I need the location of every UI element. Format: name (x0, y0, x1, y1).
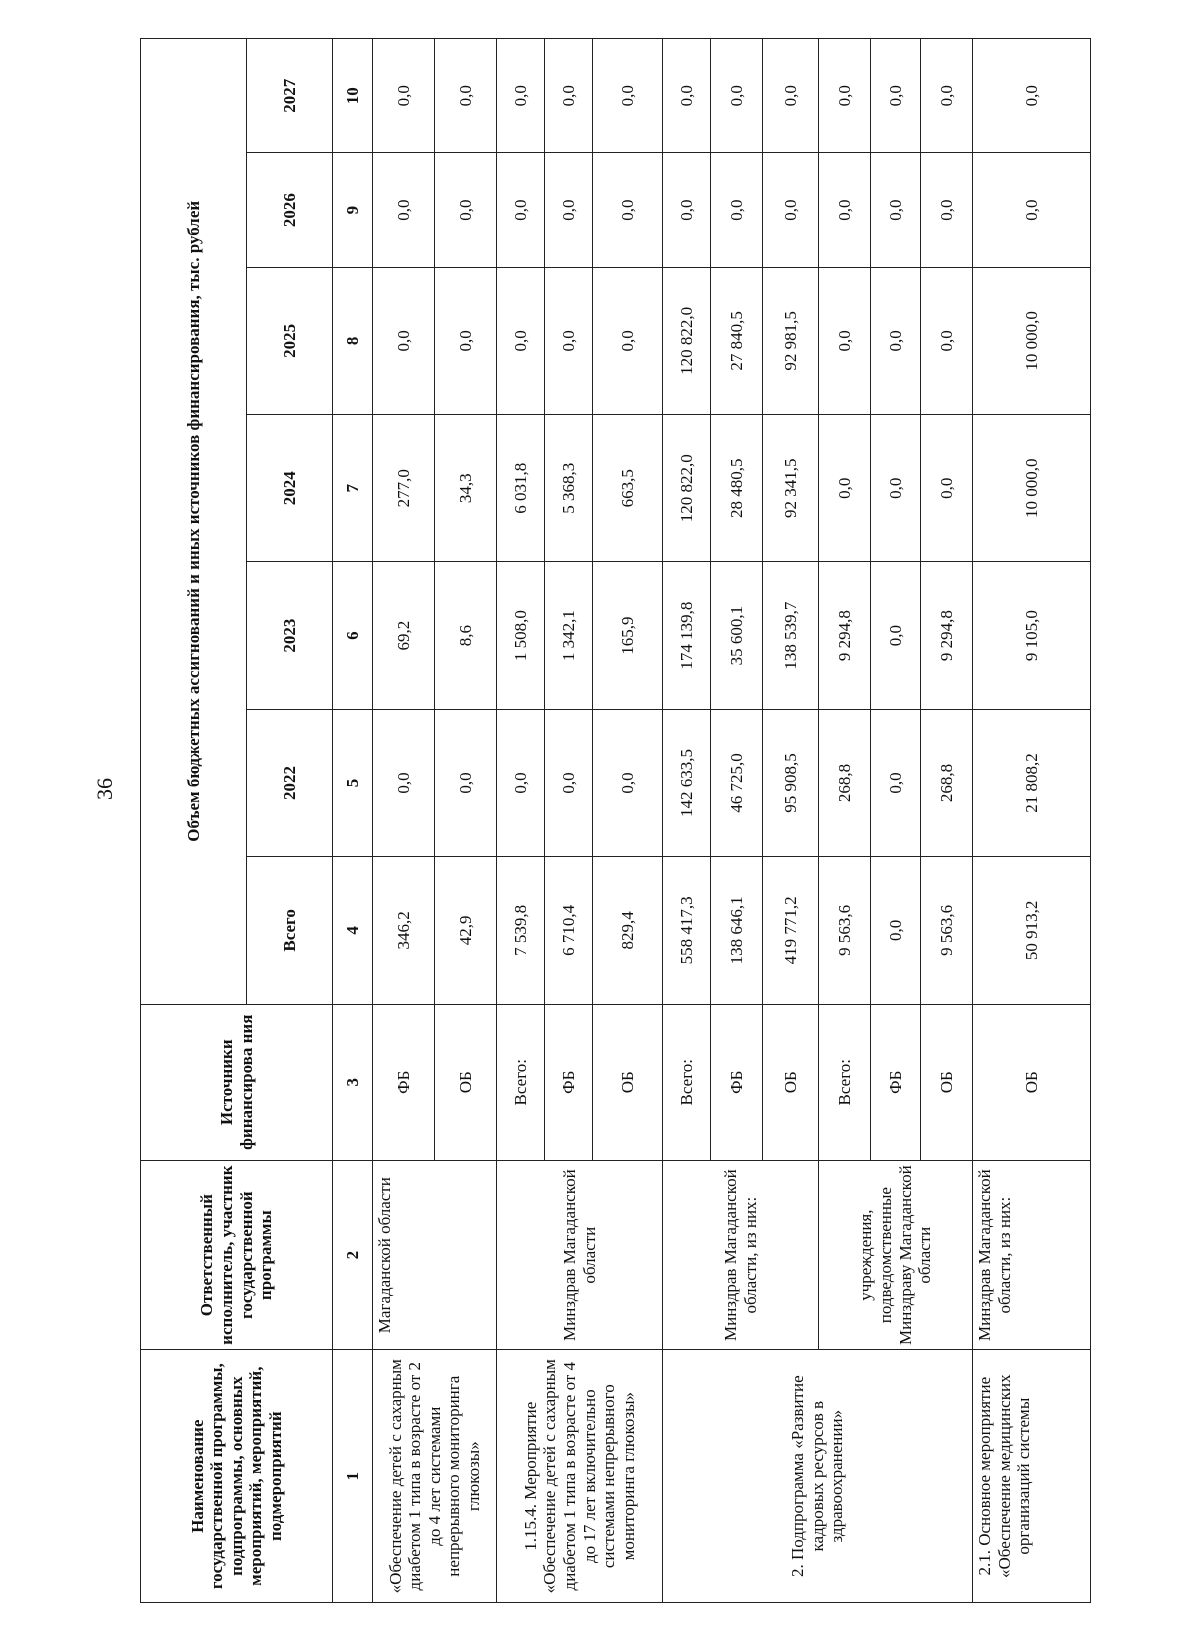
value-cell: 9 563,6 (819, 857, 871, 1004)
value-cell: 1 342,1 (545, 562, 593, 709)
value-cell: 829,4 (593, 857, 663, 1004)
header-source: Источники финансирова ния (141, 1004, 333, 1160)
value-cell: 0,0 (921, 153, 973, 267)
row-name: 2.1. Основное мероприятие «Обеспечение медицинских организаций системы (973, 1350, 1091, 1603)
value-cell: 0,0 (819, 415, 871, 562)
value-cell: 0,0 (663, 153, 711, 267)
value-cell: 6 031,8 (497, 415, 545, 562)
value-cell: 92 981,5 (763, 267, 819, 414)
source-cell: ОБ (763, 1004, 819, 1160)
value-cell: 0,0 (545, 39, 593, 153)
value-cell: 42,9 (435, 857, 497, 1004)
value-cell: 419 771,2 (763, 857, 819, 1004)
header-year: 2023 (247, 562, 333, 709)
value-cell: 35 600,1 (711, 562, 763, 709)
source-cell: ФБ (871, 1004, 921, 1160)
value-cell: 10 000,0 (973, 415, 1091, 562)
value-cell: 0,0 (871, 415, 921, 562)
value-cell: 0,0 (819, 267, 871, 414)
source-cell: ФБ (545, 1004, 593, 1160)
value-cell: 0,0 (871, 562, 921, 709)
value-cell: 0,0 (973, 153, 1091, 267)
column-number: 1 (333, 1350, 373, 1603)
value-cell: 0,0 (373, 39, 435, 153)
column-number: 9 (333, 153, 373, 267)
column-number: 7 (333, 415, 373, 562)
row-name: 2. Подпрограмма «Развитие кадровых ресурсов в здравоохранении» (663, 1350, 973, 1603)
value-cell: 0,0 (921, 39, 973, 153)
value-cell: 663,5 (593, 415, 663, 562)
value-cell: 27 840,5 (711, 267, 763, 414)
header-executor: Ответственный исполнитель, участник государственной программы (141, 1160, 333, 1349)
value-cell: 0,0 (435, 39, 497, 153)
value-cell: 0,0 (545, 267, 593, 414)
row-executor: Минздрав Магаданской области, из них: (973, 1160, 1091, 1349)
column-number: 8 (333, 267, 373, 414)
row-name: 1.15.4. Мероприятие «Обеспечение детей с сахарным диабетом 1 типа в возрасте от 4 до 17 лет включительно системами непрерывного мониторинга глюкозы» (497, 1350, 663, 1603)
header-year: 2024 (247, 415, 333, 562)
value-cell: 0,0 (497, 267, 545, 414)
value-cell: 28 480,5 (711, 415, 763, 562)
value-cell: 9 105,0 (973, 562, 1091, 709)
value-cell: 0,0 (435, 267, 497, 414)
value-cell: 95 908,5 (763, 709, 819, 856)
value-cell: 0,0 (435, 153, 497, 267)
header-year: 2022 (247, 709, 333, 856)
header-year: 2025 (247, 267, 333, 414)
value-cell: 9 294,8 (921, 562, 973, 709)
header-total: Всего (247, 857, 333, 1004)
value-cell: 0,0 (973, 39, 1091, 153)
row-executor: Минздрав Магаданской области (497, 1160, 663, 1349)
value-cell: 0,0 (545, 153, 593, 267)
value-cell: 0,0 (497, 153, 545, 267)
value-cell: 0,0 (373, 153, 435, 267)
header-year: 2026 (247, 153, 333, 267)
value-cell: 0,0 (593, 709, 663, 856)
column-number: 2 (333, 1160, 373, 1349)
value-cell: 0,0 (871, 39, 921, 153)
value-cell: 0,0 (593, 39, 663, 153)
row-name: «Обеспечение детей с сахарным диабетом 1 типа в возрасте от 2 до 4 лет системами непрерывного мониторинга глюкозы» (373, 1350, 497, 1603)
source-cell: ОБ (921, 1004, 973, 1160)
rotated-table-wrapper (140, 38, 1050, 1603)
value-cell: 7 539,8 (497, 857, 545, 1004)
header-name: Наименование государственной программы, подпрограммы, основных мероприятий, мероприятий, подмероприятий (141, 1350, 333, 1603)
value-cell: 46 725,0 (711, 709, 763, 856)
value-cell: 174 139,8 (663, 562, 711, 709)
value-cell: 558 417,3 (663, 857, 711, 1004)
value-cell: 1 508,0 (497, 562, 545, 709)
source-cell: ФБ (711, 1004, 763, 1160)
value-cell: 0,0 (711, 39, 763, 153)
value-cell: 92 341,5 (763, 415, 819, 562)
source-cell: ОБ (593, 1004, 663, 1160)
value-cell: 9 563,6 (921, 857, 973, 1004)
value-cell: 0,0 (819, 39, 871, 153)
source-cell: Всего: (663, 1004, 711, 1160)
source-cell: ОБ (435, 1004, 497, 1160)
value-cell: 138 646,1 (711, 857, 763, 1004)
header-year: 2027 (247, 39, 333, 153)
value-cell: 0,0 (593, 267, 663, 414)
value-cell: 346,2 (373, 857, 435, 1004)
source-cell: Всего: (497, 1004, 545, 1160)
row-executor: Магаданской области (373, 1160, 497, 1349)
value-cell: 0,0 (871, 709, 921, 856)
value-cell: 0,0 (871, 153, 921, 267)
column-number: 4 (333, 857, 373, 1004)
value-cell: 10 000,0 (973, 267, 1091, 414)
value-cell: 138 539,7 (763, 562, 819, 709)
row-executor: учреждения, подведомственные Минздраву Магаданской области (819, 1160, 973, 1349)
value-cell: 268,8 (819, 709, 871, 856)
header-volume: Объем бюджетных ассигнований и иных источников финансирования, тыс. рублей (141, 39, 247, 1005)
value-cell: 6 710,4 (545, 857, 593, 1004)
value-cell: 142 633,5 (663, 709, 711, 856)
value-cell: 0,0 (871, 857, 921, 1004)
value-cell: 0,0 (593, 153, 663, 267)
source-cell: ФБ (373, 1004, 435, 1160)
value-cell: 0,0 (663, 39, 711, 153)
row-executor: Минздрав Магаданской области, из них: (663, 1160, 819, 1349)
value-cell: 0,0 (711, 153, 763, 267)
value-cell: 0,0 (871, 267, 921, 414)
source-cell: Всего: (819, 1004, 871, 1160)
value-cell: 120 822,0 (663, 415, 711, 562)
source-cell: ОБ (973, 1004, 1091, 1160)
value-cell: 268,8 (921, 709, 973, 856)
value-cell: 0,0 (497, 709, 545, 856)
value-cell: 0,0 (497, 39, 545, 153)
value-cell: 0,0 (921, 415, 973, 562)
column-number: 5 (333, 709, 373, 856)
budget-table (140, 38, 1091, 1603)
column-number: 10 (333, 39, 373, 153)
value-cell: 0,0 (373, 267, 435, 414)
value-cell: 120 822,0 (663, 267, 711, 414)
value-cell: 0,0 (435, 709, 497, 856)
value-cell: 0,0 (921, 267, 973, 414)
value-cell: 0,0 (763, 39, 819, 153)
value-cell: 0,0 (819, 153, 871, 267)
value-cell: 165,9 (593, 562, 663, 709)
value-cell: 9 294,8 (819, 562, 871, 709)
value-cell: 34,3 (435, 415, 497, 562)
column-number: 6 (333, 562, 373, 709)
column-number: 3 (333, 1004, 373, 1160)
value-cell: 5 368,3 (545, 415, 593, 562)
value-cell: 69,2 (373, 562, 435, 709)
page-number: 36 (92, 778, 117, 800)
value-cell: 0,0 (545, 709, 593, 856)
value-cell: 0,0 (763, 153, 819, 267)
value-cell: 277,0 (373, 415, 435, 562)
value-cell: 21 808,2 (973, 709, 1091, 856)
value-cell: 50 913,2 (973, 857, 1091, 1004)
value-cell: 8,6 (435, 562, 497, 709)
value-cell: 0,0 (373, 709, 435, 856)
